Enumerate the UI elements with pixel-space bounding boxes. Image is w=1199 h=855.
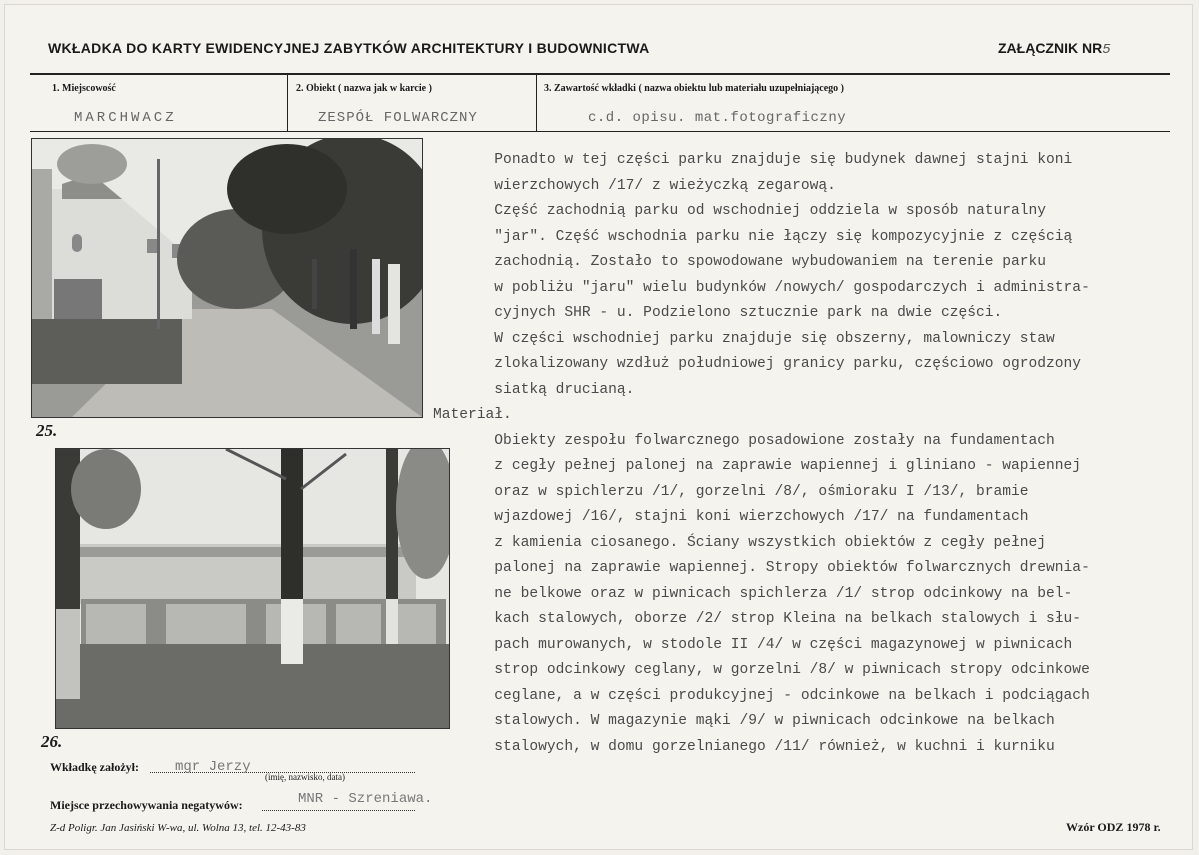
text-line: ceglane, a w części produkcyjnej - odcinkowe na belkach i podciągach (433, 687, 1090, 704)
founder-hint: (imię, nazwisko, data) (265, 772, 345, 782)
form-title: WKŁADKA DO KARTY EWIDENCYJNEJ ZABYTKÓW ARCHITEKTURY I BUDOWNICTWA (48, 40, 650, 56)
section-heading: Materiał. (433, 407, 512, 423)
text-line: zlokalizowany wzdłuż południowej granicy parku, częściowo ogrodzony (433, 356, 1082, 372)
printer-imprint: Z-d Poligr. Jan Jasiński W-wa, ul. Wolna 13, tel. 12-43-83 (50, 822, 306, 834)
object-label: 2. Obiekt ( nazwa jak w karcie ) (296, 83, 432, 94)
contents-value: c.d. opisu. mat.fotograficzny (588, 110, 847, 126)
text-line: palonej na zaprawie wapiennej. Stropy obiektów folwarcznych drewnia- (433, 560, 1090, 576)
text-line: wierzchowych /17/ z wieżyczką zegarową. (433, 177, 836, 194)
founder-label: Wkładkę założył: (50, 760, 139, 774)
annex-label (998, 40, 1111, 58)
text-line: stalowych, w domu gorzelnianego /11/ również, w kuchni i kurniku (433, 738, 1055, 755)
text-line: oraz w spichlerzu /1/, gorzelni /8/, ośmioraku I /13/, bramie (433, 483, 1029, 500)
text-line: cyjnych SHR - u. Podzielono sztucznie park na dwie części. (433, 305, 1003, 321)
field-divider (287, 75, 288, 131)
text-line: z kamienia ciosanego. Ściany wszystkich obiektów z cegły pełnej (433, 534, 1047, 551)
contents-label: 3. Zawartość wkładki ( nazwa obiektu lub materiału uzupełniającego ) (544, 83, 845, 94)
founder-value: mgr Jerzy (175, 759, 251, 775)
photo-caption: 25. (36, 421, 58, 440)
header-top-rule (30, 73, 1170, 75)
text-line: siatką drucianą. (433, 381, 635, 398)
locality-value: MARCHWACZ (74, 110, 177, 126)
text-line: Ponadto w tej części parku znajduje się budynek dawnej stajni koni (433, 152, 1073, 168)
text-line: kach stalowych, oborze /2/ strop Kleina na belkach stalowych i słu- (433, 611, 1082, 627)
annex-label-text: ZAŁĄCZNIK NR (998, 40, 1103, 56)
photo-farm-road (31, 138, 423, 418)
storage-label: Miejsce przechowywania negatywów: (50, 798, 243, 812)
form-version: Wzór ODZ 1978 r. (1066, 820, 1161, 834)
text-line: strop odcinkowy ceglany, w gorzelni /8/ w piwnicach stropy odcinkowe (433, 662, 1090, 678)
text-line: zachodnią. Zostało to spowodowane wybudowaniem na terenie parku (433, 254, 1047, 270)
field-divider (536, 75, 537, 131)
text-line: z cegły pełnej palonej na zaprawie wapiennej i gliniano - wapiennej (433, 458, 1082, 474)
text-line: w pobliżu "jaru" wielu budynków /nowych/ gospodarczych i administra- (433, 279, 1090, 296)
text-line: Część zachodnią parku od wschodniej oddziela w sposób naturalny (433, 203, 1047, 219)
storage-value: MNR - Szreniawa. (298, 791, 433, 807)
locality-label: 1. Miejscowość (52, 83, 116, 94)
text-line: "jar". Część wschodnia parku nie łączy się kompozycyjnie z częścią (433, 228, 1073, 245)
storage-dotted-line (262, 810, 415, 811)
photo-caption: 26. (41, 732, 63, 751)
photo-fence-trees (55, 448, 450, 729)
text-line: wjazdowej /16/, stajni koni wierzchowych /17/ na fundamentach (433, 509, 1029, 525)
text-line: W części wschodniej parku znajduje się obszerny, malowniczy staw (433, 330, 1055, 347)
object-value: ZESPÓŁ FOLWARCZNY (318, 110, 478, 126)
description-text (433, 148, 1183, 760)
text-line: stalowych. W magazynie mąki /9/ w piwnicach odcinkowe na belkach (433, 713, 1055, 729)
text-line: Obiekty zespołu folwarcznego posadowione zostały na fundamentach (433, 432, 1055, 449)
text-line: pach murowanych, w stodole II /4/ w części magazynowej w piwnicach (433, 636, 1073, 653)
text-line: ne belkowe oraz w piwnicach spichlerza /1/ strop odcinkowy na bel- (433, 585, 1073, 602)
annex-number: 5 (1102, 42, 1111, 58)
header-bottom-rule (30, 131, 1170, 132)
